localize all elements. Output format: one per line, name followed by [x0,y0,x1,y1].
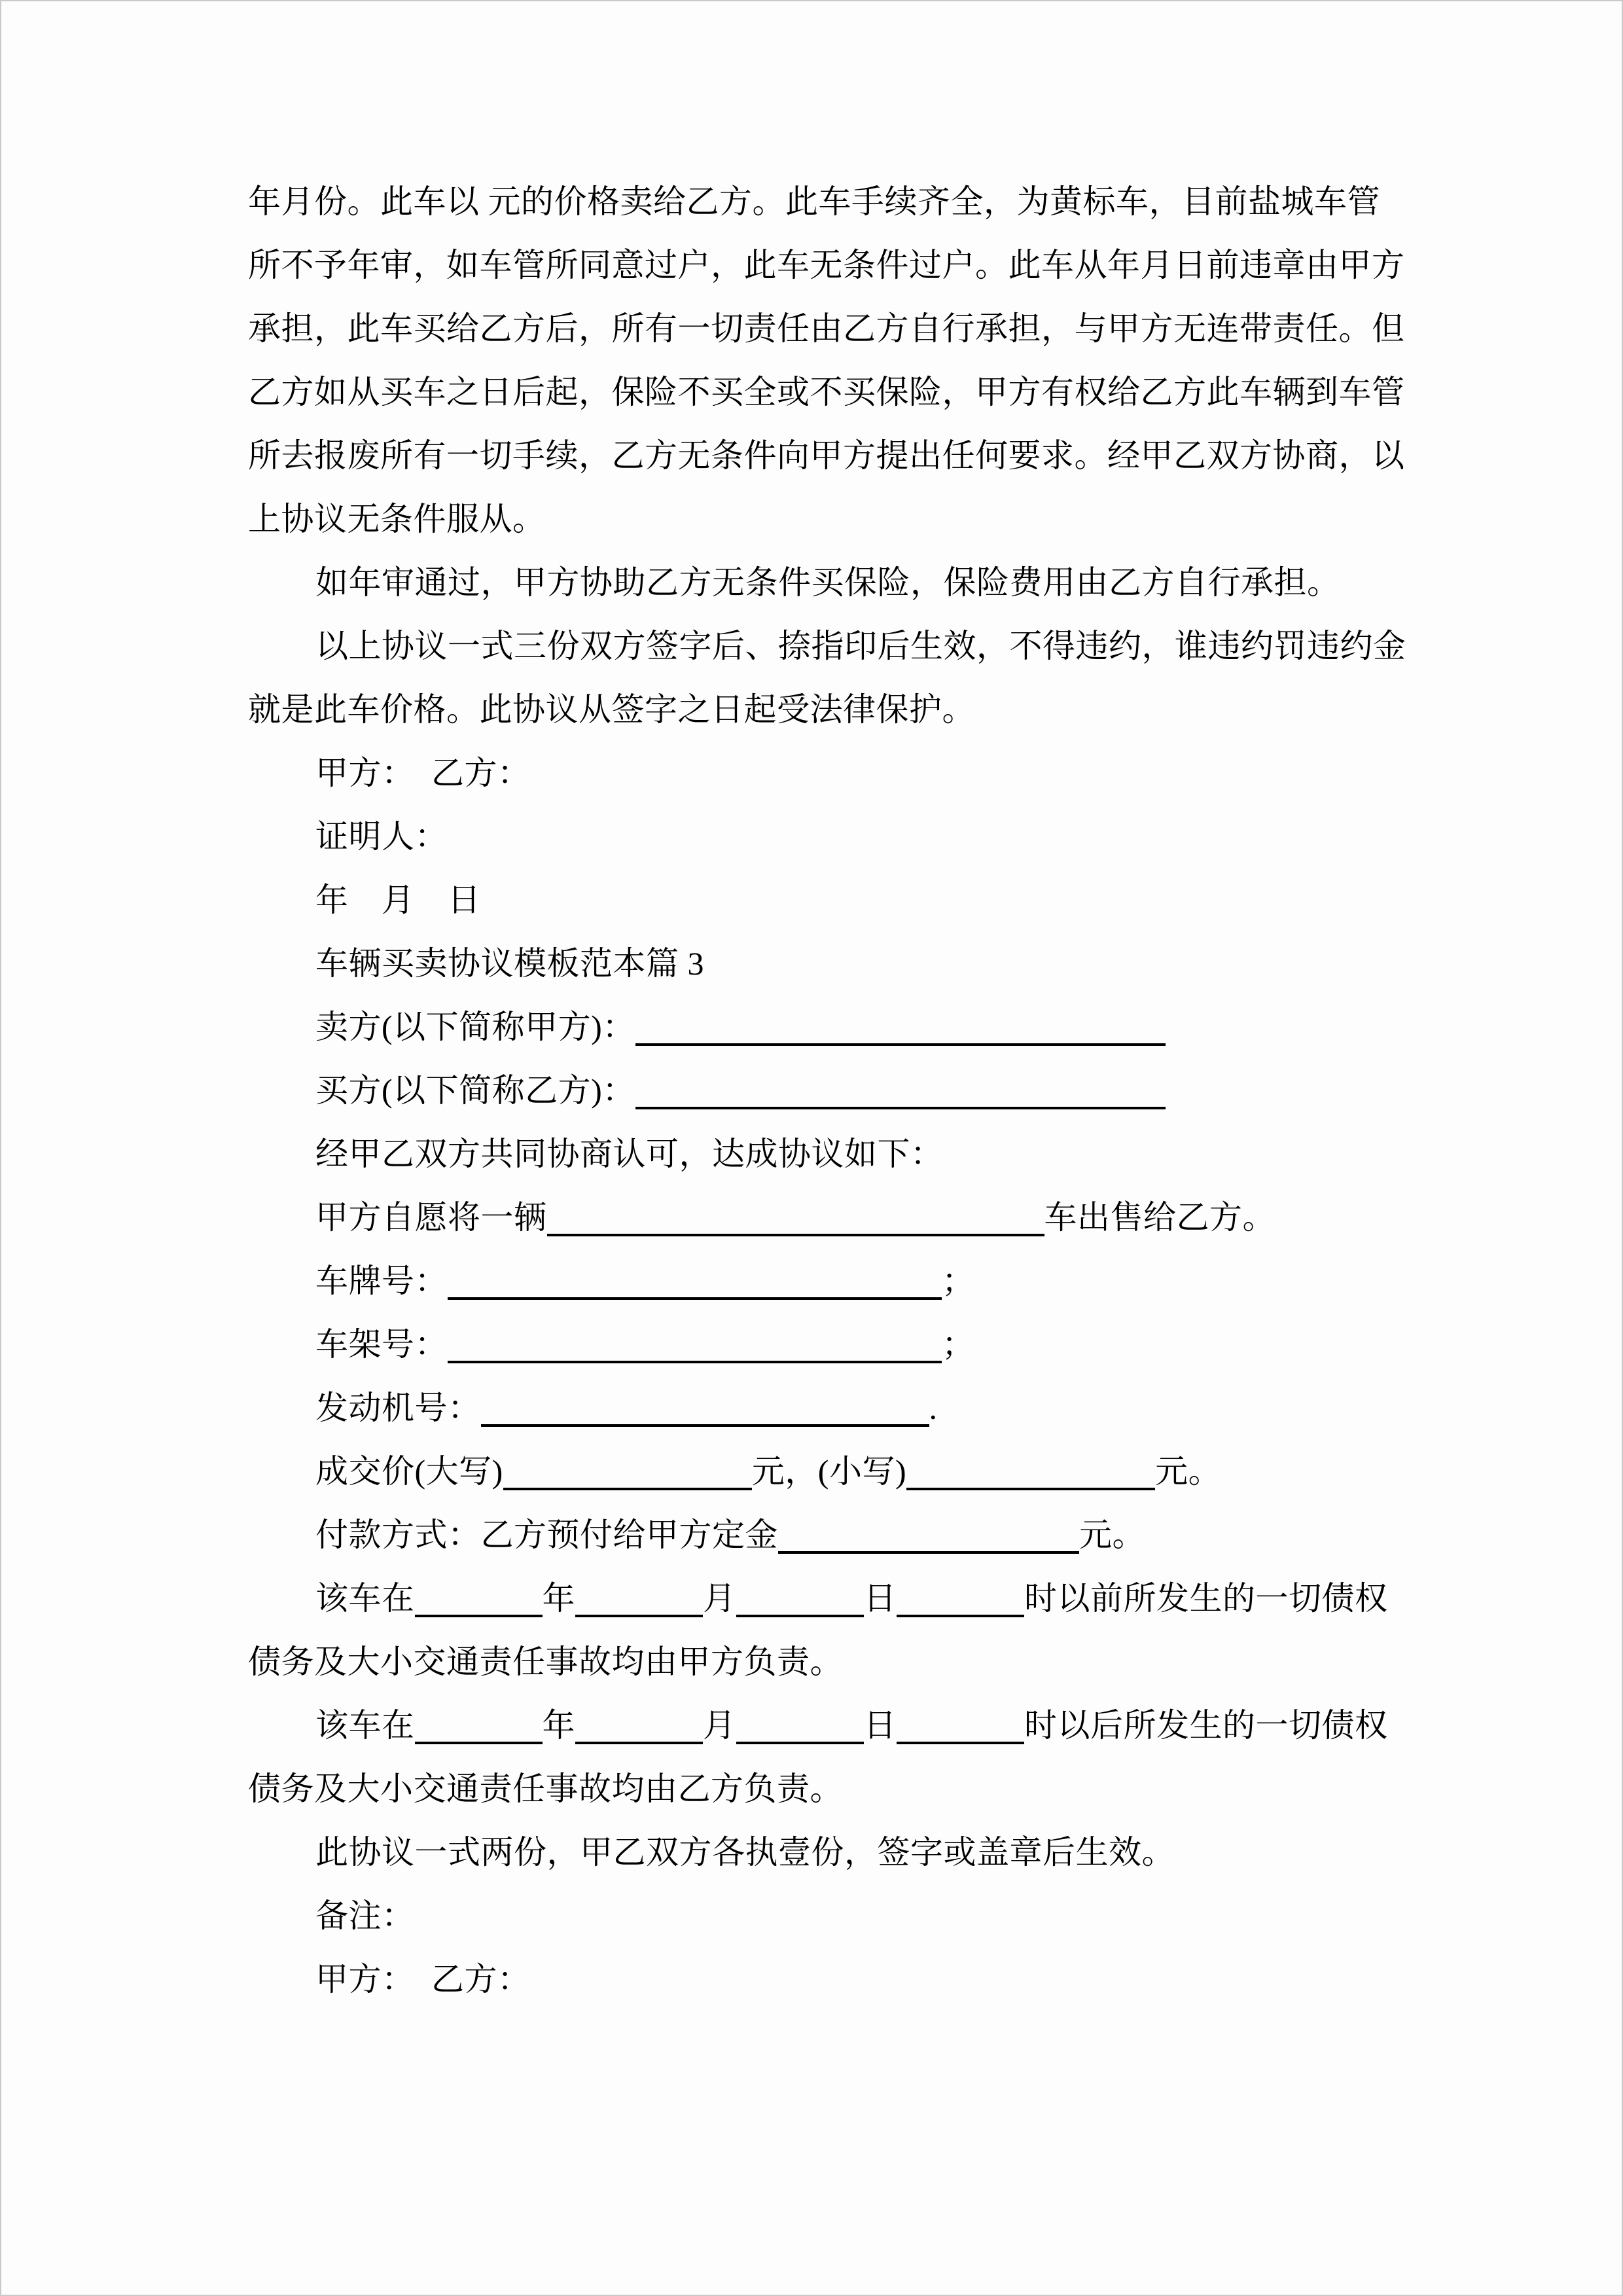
text-run: 甲方： 乙方： [315,1961,531,1998]
text-line [248,932,1406,996]
text-run: 车牌号： [315,1263,448,1299]
fill-in-blank [415,1582,543,1617]
fill-in-blank [635,1011,1166,1046]
text-line [248,615,1406,678]
text-run: 月 [703,1580,736,1617]
text-run: 时以后所发生的一切债权 [1024,1707,1388,1744]
text-run: 如年审通过，甲方协助乙方无条件买保险，保险费用由乙方自行承担。 [315,564,1340,601]
fill-in-blank [481,1391,929,1427]
fill-in-blank [503,1455,752,1490]
text-run: 月 [703,1707,736,1744]
text-line [248,869,1406,932]
text-run: 所不予年审，如车管所同意过户，此车无条件过户。此车从年月日前违章由甲方 [248,247,1405,283]
text-line [248,1630,1406,1694]
text-run: 此协议一式两份，甲乙双方各执壹份，签字或盖章后生效。 [315,1834,1175,1871]
text-run: 元，(小写) [751,1453,907,1490]
text-line [248,234,1406,297]
text-run: 日 [863,1707,897,1744]
fill-in-blank [778,1518,1079,1554]
text-line [248,297,1406,361]
text-run: 付款方式：乙方预付给甲方定金 [315,1516,778,1553]
text-line [248,805,1406,869]
fill-in-blank [635,1074,1166,1109]
text-run: 买方(以下简称乙方)： [315,1072,635,1109]
text-line [248,996,1406,1059]
text-line [248,1249,1406,1313]
text-line [248,1313,1406,1376]
text-run: 元。 [1155,1453,1222,1490]
fill-in-blank [736,1582,864,1617]
text-run: 甲方自愿将一辆 [315,1199,547,1236]
text-line [248,1186,1406,1249]
text-run: ； [942,1326,975,1363]
fill-in-blank [897,1582,1024,1617]
fill-in-blank [575,1582,703,1617]
text-run: 年 [542,1707,575,1744]
text-line [248,1821,1406,1884]
text-run: 日 [863,1580,897,1617]
text-run: . [929,1390,938,1426]
fill-in-blank [906,1455,1155,1490]
text-line [248,361,1406,424]
text-line [248,1503,1406,1567]
text-line [248,424,1406,488]
text-run: 甲方： 乙方： [315,755,531,791]
text-run: 该车在 [315,1707,415,1744]
fill-in-blank [547,1201,1044,1236]
text-line [248,1757,1406,1821]
text-run: 证明人： [315,818,448,855]
text-run: 经甲乙双方共同协商认可，达成协议如下： [315,1136,944,1172]
text-run: 车出售给乙方。 [1044,1199,1275,1236]
text-line [248,1440,1406,1503]
text-run: 该车在 [315,1580,415,1617]
text-run: 发动机号： [315,1390,481,1426]
text-run: 备注： [315,1897,415,1934]
text-run: 车辆买卖协议模板范本篇 3 [315,945,704,982]
fill-in-blank [897,1709,1024,1744]
fill-in-blank [448,1328,942,1363]
text-line [248,1376,1406,1440]
text-run: 车架号： [315,1326,448,1363]
fill-in-blank [415,1709,543,1744]
text-line [248,1948,1406,2011]
contract-text [248,170,1406,2011]
text-line [248,170,1406,234]
text-line [248,1059,1406,1122]
text-run: 以上协议一式三份双方签字后、捺指印后生效，不得违约，谁违约罚违约金 [315,628,1406,664]
text-run: 年 [542,1580,575,1617]
fill-in-blank [575,1709,703,1744]
text-line [248,551,1406,615]
text-run: 债务及大小交通责任事故均由甲方负责。 [248,1643,843,1680]
text-run: 所去报废所有一切手续，乙方无条件向甲方提出任何要求。经甲乙双方协商，以 [248,437,1405,474]
text-run: 成交价(大写) [315,1453,503,1490]
text-run: 就是此车价格。此协议从签字之日起受法律保护。 [248,691,975,728]
fill-in-blank [448,1265,942,1300]
text-line [248,678,1406,742]
text-run: 上协议无条件服从。 [248,501,546,537]
text-line [248,1694,1406,1757]
text-run: 时以前所发生的一切债权 [1024,1580,1388,1617]
text-run: ； [942,1263,975,1299]
text-run: 卖方(以下简称甲方)： [315,1009,635,1045]
text-line [248,1122,1406,1186]
text-run: 承担，此车买给乙方后，所有一切责任由乙方自行承担，与甲方无连带责任。但 [248,310,1405,347]
text-line [248,1567,1406,1630]
text-run: 年 月 日 [315,882,481,918]
text-line [248,742,1406,805]
text-run: 元。 [1079,1516,1145,1553]
text-run: 年月份。此车以 元的价格卖给乙方。此车手续齐全，为黄标车，目前盐城车管 [248,183,1380,220]
text-run: 债务及大小交通责任事故均由乙方负责。 [248,1770,843,1807]
text-line [248,1884,1406,1948]
fill-in-blank [736,1709,864,1744]
text-line [248,488,1406,551]
text-run: 乙方如从买车之日后起，保险不买全或不买保险，甲方有权给乙方此车辆到车管 [248,374,1405,410]
